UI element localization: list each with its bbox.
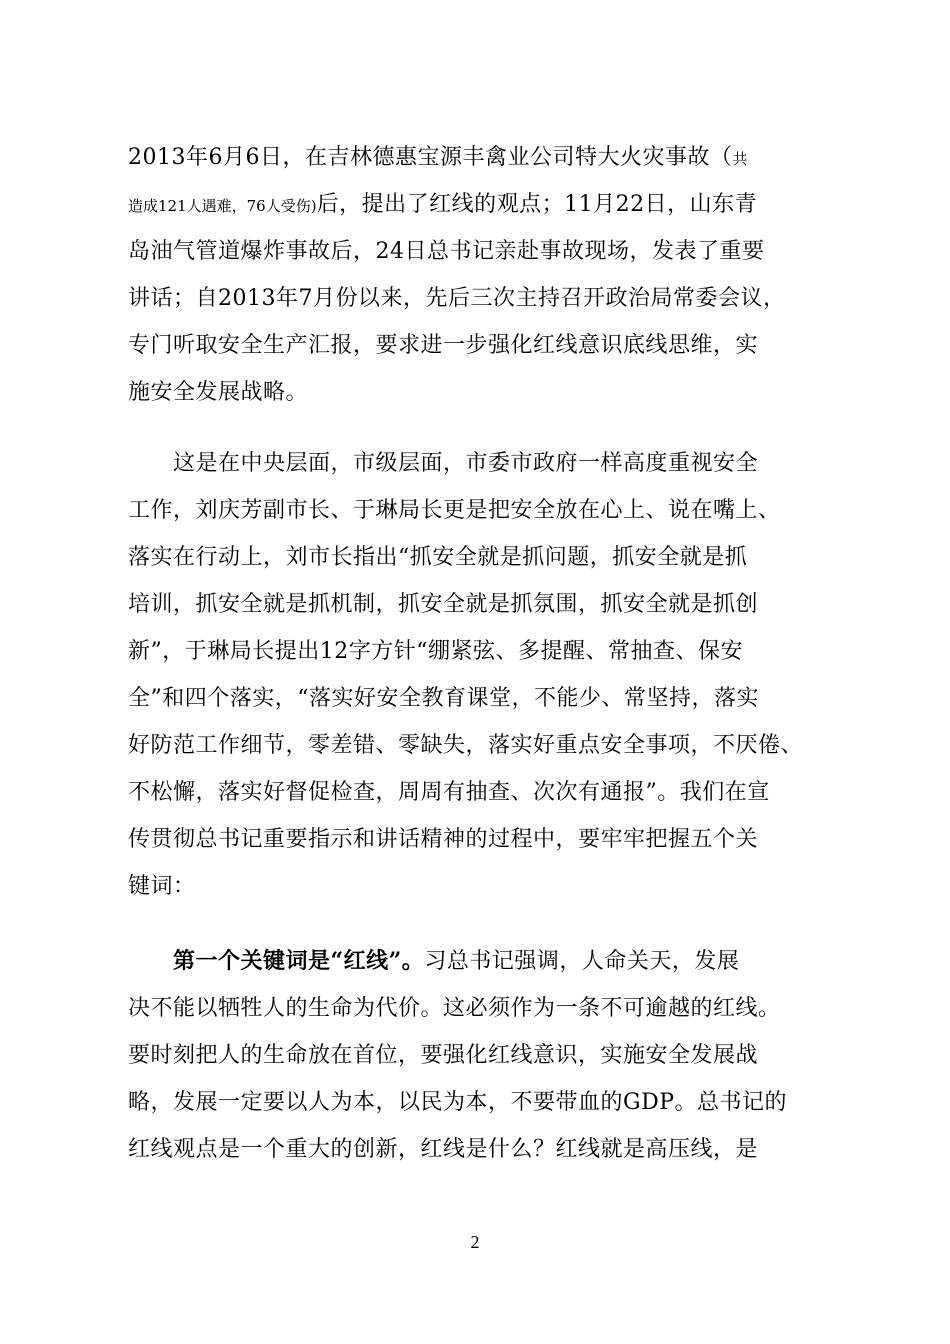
paragraph-1-line-3: 岛油气管道爆炸事故后，24日总书记亲赴事故现场，发表了重要 (128, 239, 765, 264)
paragraph-2-line: 传贯彻总书记重要指示和讲话精神的过程中，要牢牢把握五个关 (128, 827, 759, 852)
keyword-heading: 第一个关键词是“红线”。 (128, 948, 425, 974)
paragraph-1 (128, 134, 848, 416)
paragraph-3 (128, 938, 848, 1173)
paragraph-1-line-6: 施安全发展战略。 (128, 380, 309, 405)
paragraph-2-line: 键词： (128, 874, 196, 899)
paragraph-2 (128, 440, 848, 910)
paragraph-2-line: 新”，于琳局长提出12字方针“绷紧弦、多提醒、常抽查、保安 (128, 639, 743, 664)
text-run: 后，提出了红线的观点；11月22日，山东青 (316, 192, 758, 217)
paragraph-2-line: 培训，抓安全就是抓机制，抓安全就是抓氛围，抓安全就是抓创 (128, 592, 759, 617)
page-number: 2 (470, 1232, 480, 1252)
paragraph-1-line-1 (128, 134, 848, 181)
paragraph-2-line: 落实在行动上，刘市长指出“抓安全就是抓问题，抓安全就是抓 (128, 545, 748, 570)
text-run: 2013年6月6日，在吉林德惠宝源丰禽业公司特大火灾事故（ (128, 145, 733, 170)
paragraph-3-line: 决不能以牺牲人的生命为代价。这必须作为一条不可逾越的红线。 (128, 996, 781, 1021)
paragraph-2-line: 好防范工作细节，零差错、零缺失，落实好重点安全事项，不厌倦、 (128, 733, 804, 758)
paragraph-2-line: 这是在中央层面，市级层面，市委市政府一样高度重视安全 (128, 451, 759, 476)
paragraph-1-line-4: 讲话；自2013年7月份以来，先后三次主持召开政治局常委会议， (128, 286, 786, 311)
paragraph-3-line: 要时刻把人的生命放在首位，要强化红线意识，实施安全发展战 (128, 1043, 759, 1068)
small-note-text: 共 (732, 150, 748, 168)
paragraph-3-line: 略，发展一定要以人为本，以民为本，不要带血的GDP。总书记的 (128, 1090, 788, 1115)
paragraph-1-line-2 (128, 181, 848, 228)
paragraph-2-line: 不松懈，落实好督促检查，周周有抽查、次次有通报”。我们在宣 (128, 780, 770, 805)
paragraph-3-line: 红线观点是一个重大的创新，红线是什么？红线就是高压线，是 (128, 1137, 759, 1162)
small-note-text: 造成121人遇难，76人受伤) (128, 197, 317, 215)
paragraph-3-line-1 (128, 938, 848, 985)
text-run: 习总书记强调，人命关天，发展 (424, 949, 740, 974)
paragraph-2-line: 全”和四个落实，“落实好安全教育课堂，不能少、常坚持，落实 (128, 686, 759, 711)
paragraph-1-line-5: 专门听取安全生产汇报，要求进一步强化红线意识底线思维，实 (128, 333, 759, 358)
paragraph-2-line: 工作，刘庆芳副市长、于琳局长更是把安全放在心上、说在嘴上、 (128, 498, 781, 523)
